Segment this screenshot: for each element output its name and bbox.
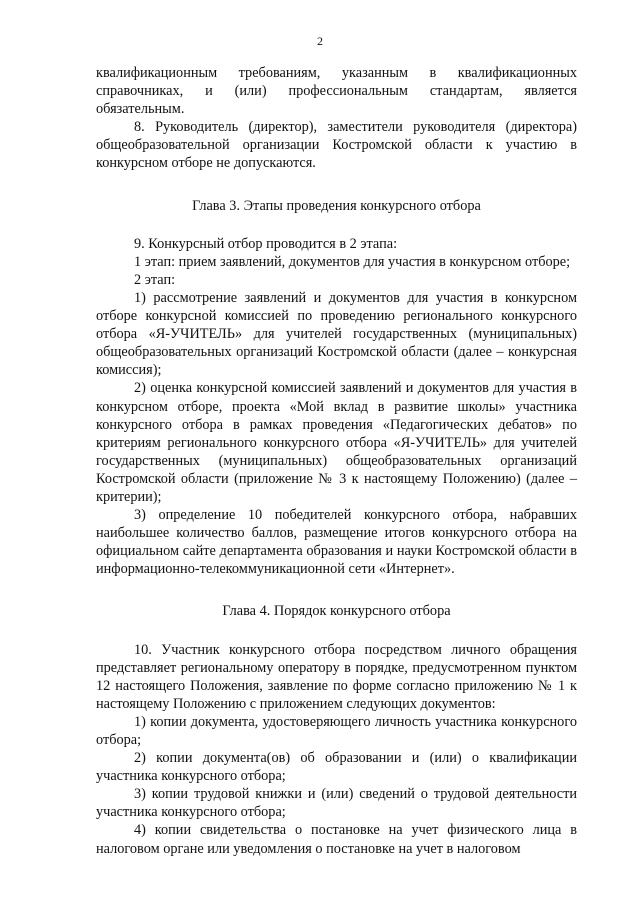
paragraph-item-9: 9. Конкурсный отбор проводится в 2 этапа: xyxy=(134,235,398,252)
paragraph-stage-2: 2 этап: xyxy=(134,271,176,288)
paragraph-doc-2: 2) копии документа(ов) об образовании и (или) о квалификации участника конкурсного отбора; xyxy=(96,750,577,785)
spacer xyxy=(96,578,577,602)
chapter-4-heading: Глава 4. Порядок конкурсного отбора xyxy=(222,603,451,620)
page-number: 2 xyxy=(317,34,323,48)
paragraph-item-8: 8. Руководитель (директор), заместители руководителя (директора) общеобразовательной организации Костромской области к участию в конкурсном отборе не допускаются. xyxy=(96,119,577,172)
paragraph-stage-2-sub-3: 3) определение 10 победителей конкурсного отбора, набравших наибольшее количество баллов, размещение итогов конкурсного отбора на официальном сайте департамента образования и науки Костромской области в информационно-телекоммуникационной сети «Интернет». xyxy=(96,507,577,578)
paragraph-item-10: 10. Участник конкурсного отбора посредством личного обращения представляет региональному оператору в порядке, предусмотренном пунктом 12 настоящего Положения, заявление по форме согласно приложению № 1 к настоящему Положению с приложением следующих документов: xyxy=(96,641,577,712)
spacer xyxy=(96,173,577,197)
document-body xyxy=(96,64,577,858)
paragraph-doc-1: 1) копии документа, удостоверяющего личность участника конкурсного отбора; xyxy=(96,713,577,748)
paragraph-doc-4: 4) копии свидетельства о постановке на учет физического лица в налоговом органе или уведомления о постановке на учет в налоговом xyxy=(96,822,577,857)
paragraph-stage-1: 1 этап: прием заявлений, документов для участия в конкурсном отборе; xyxy=(134,253,571,270)
spacer xyxy=(96,215,577,235)
chapter-3-heading: Глава 3. Этапы проведения конкурсного отбора xyxy=(192,197,481,214)
paragraph-doc-3: 3) копии трудовой книжки и (или) сведений о трудовой деятельности участника конкурсного отбора; xyxy=(96,786,577,821)
paragraph-continuation: квалификационным требованиям, указанным в квалификационных справочниках, и (или) профессиональным стандартам, является обязательным. xyxy=(96,65,577,118)
paragraph-stage-2-sub-1: 1) рассмотрение заявлений и документов для участия в конкурсном отборе конкурсной комиссией по проведению регионального конкурсного отбора «Я-УЧИТЕЛЬ» для учителей государственных (муниципальных) общеобразовательных организаций Костромской области (далее – конкурсная комиссия); xyxy=(96,289,577,379)
spacer xyxy=(96,621,577,641)
paragraph-stage-2-sub-2: 2) оценка конкурсной комиссией заявлений и документов для участия в конкурсном отборе, проекта «Мой вклад в развитие школы» участника конкурсного отбора в рамках проведения «Педагогических дебатов» по критериям регионального конкурсного отбора «Я-УЧИТЕЛЬ» для учителей государственных (муниципальных) общеобразовательных организаций Костромской области (приложение № 3 к настоящему Положению) (далее – критерии); xyxy=(96,380,577,505)
